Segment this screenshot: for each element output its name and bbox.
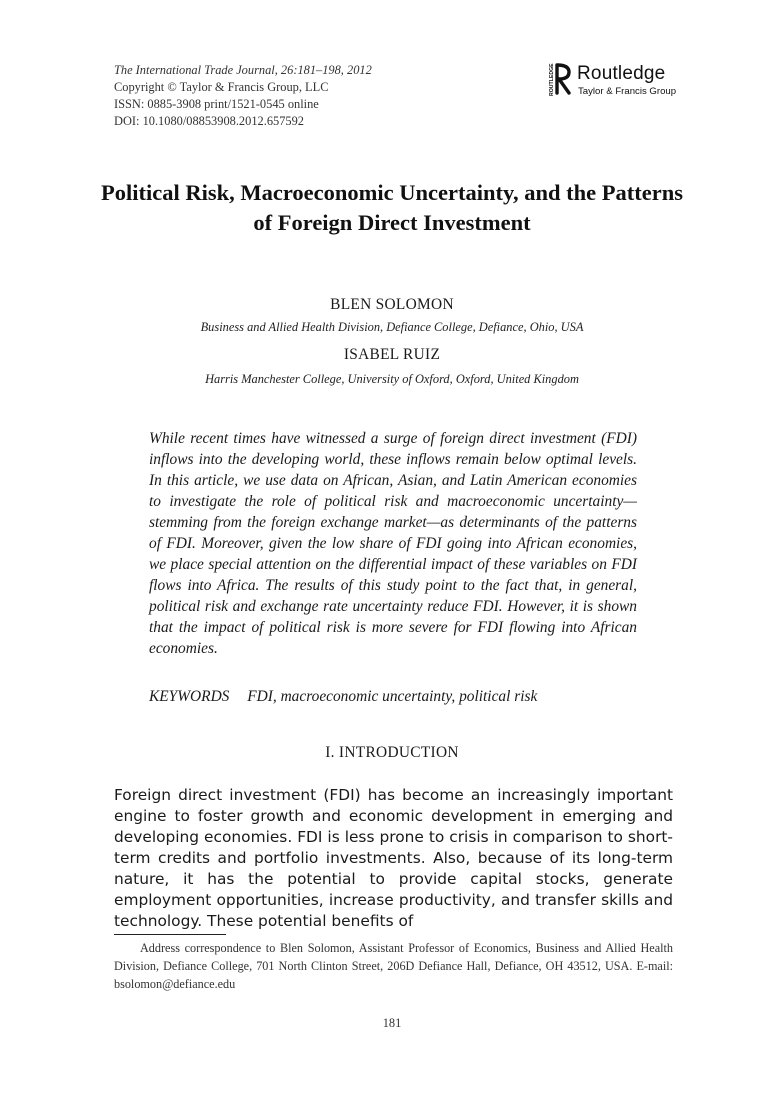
author-name: ISABEL RUIZ <box>343 346 441 363</box>
journal-citation: The International Trade Journal, 26:181–198, 2012 <box>114 63 372 77</box>
publisher-group: Taylor & Francis Group <box>578 86 677 97</box>
page-number: 181 <box>382 1016 402 1030</box>
routledge-logo-icon <box>547 62 573 98</box>
section-heading: I. INTRODUCTION <box>325 744 459 761</box>
journal-issn: ISSN: 0885-3908 print/1521-0545 online <box>114 97 319 111</box>
publisher-name: Routledge <box>577 63 666 84</box>
author-name: BLEN SOLOMON <box>330 296 454 313</box>
footnote-divider <box>114 934 226 935</box>
svg-text:ROUTLEDGE: ROUTLEDGE <box>549 63 555 96</box>
footnote: Address correspondence to Blen Solomon, Assistant Professor of Economics, Business and Allied Health Division, Defiance College, 701 North Clinton Street, 206D Defiance Hall, Defiance, OH 43512, USA. E-mail: bsolomon@defiance.edu <box>114 941 673 991</box>
journal-copyright: Copyright © Taylor & Francis Group, LLC <box>114 80 329 94</box>
keywords-list: FDI, macroeconomic uncertainty, political risk <box>247 688 538 705</box>
keywords <box>149 688 537 706</box>
article-title: Political Risk, Macroeconomic Uncertainty, and the Patterns of Foreign Direct Investment <box>101 180 683 235</box>
publisher-logo <box>547 62 687 102</box>
journal-meta <box>114 62 372 130</box>
introduction-paragraph: Foreign direct investment (FDI) has become an increasingly important engine to foster growth and economic development in emerging and developing economies. FDI is less prone to crisis in comparison to short-term credits and portfolio investments. Also, because of its long-term nature, it has the potential to provide capital stocks, generate employment opportunities, increase productivity, and transfer skills and technology. These potential benefits of <box>114 786 673 930</box>
keywords-label: KEYWORDS <box>149 688 230 705</box>
author-affiliation: Business and Allied Health Division, Defiance College, Defiance, Ohio, USA <box>200 320 584 334</box>
abstract: While recent times have witnessed a surge of foreign direct investment (FDI) inflows into the developing world, these inflows remain below optimal levels. In this article, we use data on African, Asian, and Latin American economies to investigate the role of political risk and macroeconomic uncertainty—stemming from the foreign exchange market—as determinants of the patterns of FDI. Moreover, given the low share of FDI going into African economies, we place special attention on the differential impact of these variables on FDI flows into Africa. The results of this study point to the fact that, in general, political risk and exchange rate uncertainty reduce FDI. However, it is shown that the impact of political risk is more severe for FDI flowing into African economies. <box>149 430 637 657</box>
author-affiliation: Harris Manchester College, University of Oxford, Oxford, United Kingdom <box>205 372 579 386</box>
journal-doi: DOI: 10.1080/08853908.2012.657592 <box>114 114 304 128</box>
